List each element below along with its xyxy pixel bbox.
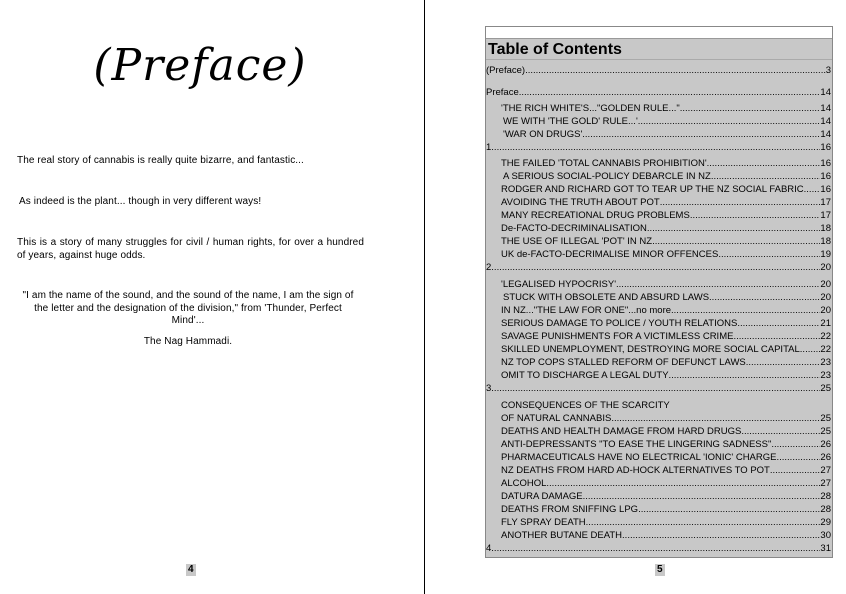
toc-entry[interactable] bbox=[501, 344, 831, 355]
toc-entry-page: 28 bbox=[820, 491, 831, 502]
toc-leader-dots bbox=[582, 129, 820, 140]
toc-entry[interactable] bbox=[501, 184, 831, 195]
toc-entry-page: 14 bbox=[820, 87, 831, 98]
toc-entry-title: OMIT TO DISCHARGE A LEGAL DUTY bbox=[501, 370, 669, 381]
toc-leader-dots bbox=[741, 426, 820, 437]
preface-title: (Preface) bbox=[93, 40, 307, 91]
toc-entry-page: 22 bbox=[820, 331, 831, 342]
toc-leader-dots bbox=[690, 210, 821, 221]
toc-leader-dots bbox=[638, 116, 821, 127]
toc-entry[interactable] bbox=[503, 129, 831, 140]
toc-entry[interactable] bbox=[501, 452, 831, 463]
toc-entry[interactable] bbox=[503, 171, 831, 182]
toc-leader-dots bbox=[733, 331, 820, 342]
toc-entry[interactable] bbox=[501, 305, 831, 316]
toc-entry[interactable] bbox=[501, 530, 831, 541]
toc-entry-page: 14 bbox=[820, 103, 831, 114]
toc-entry-title: SAVAGE PUNISHMENTS FOR A VICTIMLESS CRIME bbox=[501, 331, 734, 342]
toc-entry-title: De-FACTO-DECRIMINALISATION bbox=[501, 223, 647, 234]
toc-leader-dots bbox=[776, 452, 820, 463]
paragraph-1: The real story of cannabis is really quite bizarre, and fantastic... bbox=[17, 155, 304, 166]
toc-title: Table of Contents bbox=[486, 39, 832, 60]
toc-leader-dots bbox=[770, 465, 821, 476]
toc-entry[interactable] bbox=[486, 543, 831, 554]
toc-entry-title: Preface bbox=[486, 87, 519, 98]
toc-leader-dots bbox=[711, 171, 821, 182]
toc-entry-page: 25 bbox=[820, 383, 831, 394]
toc-leader-dots bbox=[660, 197, 821, 208]
toc-entry-page: 16 bbox=[820, 142, 831, 153]
toc-entry-title: 'LEGALISED HYPOCRISY' bbox=[501, 279, 617, 290]
toc-entry-page: 20 bbox=[820, 279, 831, 290]
toc-leader-dots bbox=[638, 504, 820, 515]
toc-entry[interactable] bbox=[501, 236, 831, 247]
toc-leader-dots bbox=[718, 249, 820, 260]
toc-entry-page: 18 bbox=[820, 223, 831, 234]
toc-entry[interactable] bbox=[501, 279, 831, 290]
toc-entry-title: WE WITH 'THE GOLD' RULE...' bbox=[503, 116, 638, 127]
toc-leader-dots bbox=[680, 103, 821, 114]
toc-entry-title: FLY SPRAY DEATH bbox=[501, 517, 586, 528]
toc-entry-title: 3 bbox=[486, 383, 492, 394]
toc-entry-title: OF NATURAL CANNABIS bbox=[501, 413, 612, 424]
toc-entry-page: 20 bbox=[820, 292, 831, 303]
toc-entry-title: CONSEQUENCES OF THE SCARCITY bbox=[501, 400, 670, 411]
toc-entry-page: 26 bbox=[820, 452, 831, 463]
toc-entry[interactable] bbox=[501, 331, 831, 342]
toc-entry[interactable] bbox=[501, 210, 831, 221]
toc-entry[interactable] bbox=[501, 491, 831, 502]
toc-entry-title: DEATHS FROM SNIFFING LPG bbox=[501, 504, 639, 515]
quote-source: The Nag Hammadi. bbox=[143, 336, 233, 347]
toc-entry-page: 23 bbox=[820, 357, 831, 368]
toc-entry[interactable] bbox=[501, 103, 831, 114]
toc-entry[interactable] bbox=[503, 116, 831, 127]
toc-entry-title: 'THE RICH WHITE'S..."GOLDEN RULE..." bbox=[501, 103, 680, 114]
toc-entry-title: MANY RECREATIONAL DRUG PROBLEMS bbox=[501, 210, 690, 221]
toc-entry-title: UK de-FACTO-DECRIMALISE MINOR OFFENCES bbox=[501, 249, 719, 260]
paragraph-2: As indeed is the plant... though in very different ways! bbox=[19, 196, 262, 207]
toc-entry-page: 27 bbox=[820, 465, 831, 476]
toc-entry-page: 25 bbox=[820, 426, 831, 437]
toc-entry-page: 3 bbox=[825, 65, 831, 76]
toc-entry-title: THE USE OF ILLEGAL 'POT' IN NZ bbox=[501, 236, 653, 247]
toc-entry-page: 30 bbox=[820, 530, 831, 541]
right-page bbox=[426, 0, 846, 594]
toc-leader-dots bbox=[616, 279, 820, 290]
toc-header-strip bbox=[486, 27, 832, 39]
toc-leader-dots bbox=[771, 439, 820, 450]
paragraph-3: This is a story of many struggles for civil / human rights, for over a hundred of years, against huge odds. bbox=[17, 237, 364, 261]
toc-leader-dots bbox=[491, 383, 820, 394]
toc-entry-page: 19 bbox=[820, 249, 831, 260]
toc-leader-dots bbox=[671, 305, 820, 316]
toc-leader-dots bbox=[491, 543, 820, 554]
toc-entry-title: NZ TOP COPS STALLED REFORM OF DEFUNCT LAWS bbox=[501, 357, 746, 368]
toc-entry[interactable] bbox=[501, 439, 831, 450]
toc-entry-page: 17 bbox=[820, 197, 831, 208]
toc-entry-page: 14 bbox=[820, 129, 831, 140]
toc-entry-title: 2 bbox=[486, 262, 492, 273]
toc-entry-title: 4 bbox=[486, 543, 492, 554]
toc-leader-dots bbox=[491, 142, 820, 153]
toc-entry-title: SERIOUS DAMAGE TO POLICE / YOUTH RELATIONS bbox=[501, 318, 738, 329]
toc-entry[interactable] bbox=[501, 370, 831, 381]
toc-entry-title: ANOTHER BUTANE DEATH bbox=[501, 530, 623, 541]
toc-leader-dots bbox=[800, 344, 821, 355]
toc-leader-dots bbox=[669, 370, 821, 381]
page-number: 4 bbox=[188, 564, 194, 575]
toc-entry-title: RODGER AND RICHARD GOT TO TEAR UP THE NZ SOCIAL FABRIC bbox=[501, 184, 804, 195]
toc-entry-title: 1 bbox=[486, 142, 492, 153]
toc-entry-title: (Preface) bbox=[486, 65, 526, 76]
toc-entry-page: 16 bbox=[820, 158, 831, 169]
toc-entry[interactable] bbox=[486, 262, 831, 273]
toc-entry-title: 'WAR ON DRUGS' bbox=[503, 129, 583, 140]
toc-entry-page: 18 bbox=[820, 236, 831, 247]
toc-entry-page: 27 bbox=[820, 478, 831, 489]
toc-entry[interactable] bbox=[501, 318, 831, 329]
toc-entry-page: 16 bbox=[820, 171, 831, 182]
toc-leader-dots bbox=[491, 262, 820, 273]
toc-leader-dots bbox=[583, 491, 821, 502]
toc-leader-dots bbox=[652, 236, 820, 247]
toc-entry-title: PHARMACEUTICALS HAVE NO ELECTRICAL 'IONIC' CHARGE bbox=[501, 452, 777, 463]
toc-entry-title: ANTI-DEPRESSANTS "TO EASE THE LINGERING SADNESS" bbox=[501, 439, 772, 450]
toc-entry-page: 20 bbox=[820, 262, 831, 273]
toc-entry-page: 22 bbox=[820, 344, 831, 355]
toc-entry-title: AVOIDING THE TRUTH ABOUT POT bbox=[501, 197, 660, 208]
toc-entry[interactable] bbox=[501, 249, 831, 260]
toc-entry-page: 16 bbox=[820, 184, 831, 195]
toc-entry-page: 26 bbox=[820, 439, 831, 450]
toc-entry[interactable] bbox=[501, 223, 831, 234]
toc-entry-title: ALCOHOL bbox=[501, 478, 547, 489]
quote: "I am the name of the sound, and the sound of the name, I am the sign of the letter and the designation of the division," from 'Thunder, Perfect Mind'... bbox=[22, 290, 354, 326]
toc-entry-page: 28 bbox=[820, 504, 831, 515]
toc-entry[interactable] bbox=[486, 65, 831, 76]
page-number: 5 bbox=[657, 564, 663, 575]
toc-leader-dots bbox=[707, 158, 821, 169]
toc-entry[interactable] bbox=[501, 413, 831, 424]
toc-leader-dots bbox=[709, 292, 820, 303]
toc-leader-dots bbox=[647, 223, 821, 234]
toc-leader-dots bbox=[804, 184, 821, 195]
toc-leader-dots bbox=[622, 530, 820, 541]
toc-entry[interactable] bbox=[501, 426, 831, 437]
toc-leader-dots bbox=[586, 517, 821, 528]
toc-entry-page: 31 bbox=[820, 543, 831, 554]
toc-entry[interactable] bbox=[501, 465, 831, 476]
toc-entry[interactable] bbox=[501, 517, 831, 528]
toc-entry-title: SKILLED UNEMPLOYMENT, DESTROYING MORE SOCIAL CAPITAL bbox=[501, 344, 800, 355]
toc-entry-page: 17 bbox=[820, 210, 831, 221]
toc-entry-page: 21 bbox=[820, 318, 831, 329]
toc-entry[interactable] bbox=[501, 504, 831, 515]
toc-entry-title: DATURA DAMAGE bbox=[501, 491, 583, 502]
toc-entry[interactable] bbox=[501, 158, 831, 169]
toc-entry-page: 25 bbox=[820, 413, 831, 424]
toc-entry-title: A SERIOUS SOCIAL-POLICY DEBARCLE IN NZ bbox=[503, 171, 711, 182]
page-divider bbox=[424, 0, 425, 594]
toc-entry[interactable] bbox=[501, 197, 831, 208]
toc-leader-dots bbox=[746, 357, 821, 368]
toc-entry-page: 20 bbox=[820, 305, 831, 316]
toc-entry[interactable] bbox=[501, 478, 831, 489]
table-of-contents bbox=[485, 26, 833, 558]
toc-entry-page: 23 bbox=[820, 370, 831, 381]
toc-entry-page: 29 bbox=[820, 517, 831, 528]
toc-entry[interactable] bbox=[486, 142, 831, 153]
toc-leader-dots bbox=[546, 478, 820, 489]
toc-entry-title: STUCK WITH OBSOLETE AND ABSURD LAWS bbox=[503, 292, 710, 303]
toc-entry[interactable] bbox=[501, 357, 831, 368]
toc-leader-dots bbox=[519, 87, 821, 98]
toc-entry-page: 14 bbox=[820, 116, 831, 127]
toc-entry[interactable] bbox=[501, 400, 831, 411]
toc-leader-dots bbox=[611, 413, 820, 424]
toc-entry-title: DEATHS AND HEALTH DAMAGE FROM HARD DRUGS bbox=[501, 426, 742, 437]
toc-entry-title: THE FAILED 'TOTAL CANNABIS PROHIBITION' bbox=[501, 158, 707, 169]
toc-entry-title: NZ DEATHS FROM HARD AD-HOCK ALTERNATIVES TO POT bbox=[501, 465, 770, 476]
toc-entry-title: IN NZ..."THE LAW FOR ONE"...no more bbox=[501, 305, 672, 316]
toc-entry[interactable] bbox=[503, 292, 831, 303]
toc-leader-dots bbox=[525, 65, 826, 76]
toc-entry[interactable] bbox=[486, 383, 831, 394]
toc-leader-dots bbox=[737, 318, 820, 329]
toc-entry[interactable] bbox=[486, 87, 831, 98]
